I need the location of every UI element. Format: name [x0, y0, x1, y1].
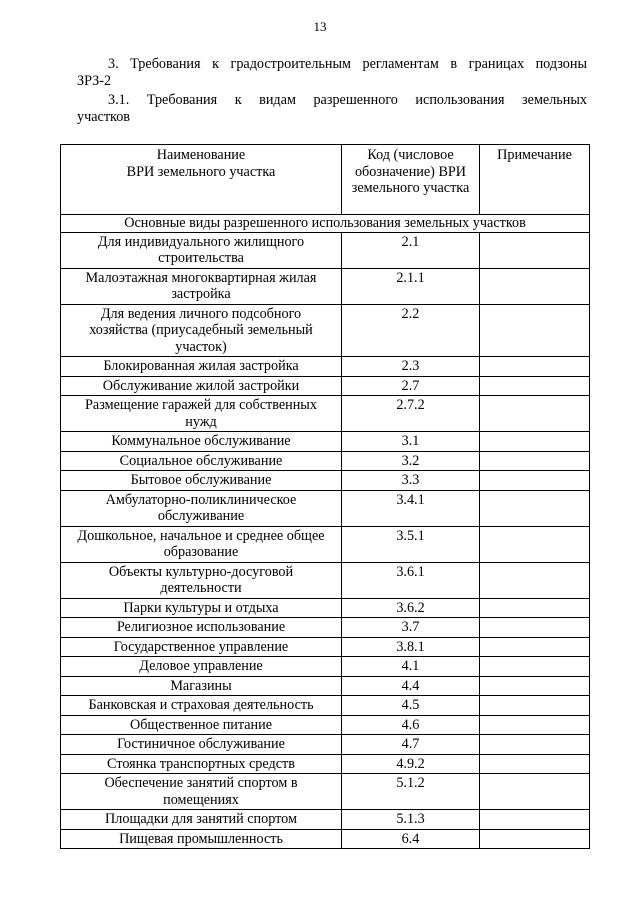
cell-code: 3.3: [342, 471, 480, 491]
cell-code: 3.6.2: [342, 598, 480, 618]
table-row: [61, 232, 590, 268]
cell-code: 2.1.1: [342, 268, 480, 304]
cell-name: [61, 304, 342, 357]
cell-name-line: Пищевая промышленность: [119, 830, 283, 847]
cell-code: 4.9.2: [342, 754, 480, 774]
table-row: [61, 618, 590, 638]
section-3-line-1: 3. Требования к градостроительным регламентам в границах подзоны: [108, 56, 587, 72]
table-row: [61, 754, 590, 774]
table-row: [61, 715, 590, 735]
cell-name: [61, 490, 342, 526]
cell-name-line: строительства: [158, 250, 244, 266]
cell-note: [480, 715, 590, 735]
cell-name: [61, 618, 342, 638]
cell-name: [61, 735, 342, 755]
cell-name-line: хозяйства (приусадебный земельный: [89, 322, 313, 338]
cell-code: 3.6.1: [342, 562, 480, 598]
cell-note: [480, 735, 590, 755]
cell-code: 4.7: [342, 735, 480, 755]
table-section-row: [61, 215, 590, 233]
cell-name-line: нужд: [185, 413, 217, 430]
cell-name: [61, 232, 342, 268]
permitted-use-table: [60, 144, 590, 849]
table-row: [61, 396, 590, 432]
cell-name-line: Парки культуры и отдыха: [123, 599, 279, 616]
cell-name: [61, 774, 342, 810]
table-header-row: [61, 145, 590, 215]
cell-code: 3.5.1: [342, 526, 480, 562]
table-row: [61, 676, 590, 696]
table-row: [61, 471, 590, 491]
cell-note: [480, 598, 590, 618]
cell-name-line: помещениях: [163, 791, 239, 808]
cell-code: 4.4: [342, 676, 480, 696]
cell-name-line: Деловое управление: [139, 658, 263, 674]
cell-name: [61, 676, 342, 696]
cell-name-line: Для ведения личного подсобного: [100, 305, 302, 322]
cell-code: 3.4.1: [342, 490, 480, 526]
table-row: [61, 637, 590, 657]
cell-name-line: Социальное обслуживание: [119, 452, 283, 469]
cell-name-line: образование: [163, 544, 239, 560]
cell-name: [61, 754, 342, 774]
cell-note: [480, 357, 590, 377]
page-number: 13: [313, 19, 327, 34]
table-row: [61, 562, 590, 598]
header-code-line: обозначение) ВРИ: [354, 163, 467, 180]
cell-name-line: обслуживание: [157, 508, 245, 524]
table-row: [61, 526, 590, 562]
cell-note: [480, 451, 590, 471]
cell-note: [480, 376, 590, 396]
cell-code: 3.1: [342, 432, 480, 452]
cell-name: [61, 715, 342, 735]
cell-name-line: участок): [175, 338, 227, 355]
cell-name: [61, 637, 342, 657]
section-3-1-line-1: 3.1. Требования к видам разрешенного использования земельных: [108, 92, 587, 108]
cell-code: 4.6: [342, 715, 480, 735]
cell-note: [480, 268, 590, 304]
cell-note: [480, 657, 590, 677]
header-code-line: Код (числовое: [367, 147, 454, 163]
cell-name-line: Магазины: [170, 677, 232, 694]
cell-name: [61, 696, 342, 716]
section-3-heading: [77, 56, 587, 89]
table-row: [61, 598, 590, 618]
cell-note: [480, 304, 590, 357]
table-row: [61, 268, 590, 304]
cell-name-line: Коммунальное обслуживание: [111, 433, 291, 449]
cell-code: 4.5: [342, 696, 480, 716]
cell-name: [61, 829, 342, 849]
cell-code: 2.7.2: [342, 396, 480, 432]
table-row: [61, 774, 590, 810]
cell-code: 5.1.2: [342, 774, 480, 810]
cell-name-line: Государственное управление: [113, 638, 289, 655]
cell-note: [480, 637, 590, 657]
cell-name: [61, 471, 342, 491]
cell-name-line: Размещение гаражей для собственных: [85, 397, 317, 413]
cell-name: [61, 396, 342, 432]
cell-code: 2.2: [342, 304, 480, 357]
header-name: [61, 145, 342, 215]
cell-name-line: Блокированная жилая застройка: [103, 358, 299, 374]
cell-name-line: Дошкольное, начальное и среднее общее: [77, 527, 325, 544]
cell-name-line: Гостиничное обслуживание: [117, 736, 285, 752]
table-row: [61, 735, 590, 755]
cell-note: [480, 526, 590, 562]
cell-note: [480, 562, 590, 598]
header-name-line: ВРИ земельного участка: [126, 163, 276, 180]
cell-name-line: Для индивидуального жилищного: [97, 233, 305, 250]
cell-name: [61, 451, 342, 471]
section-3-line-2: ЗРЗ-2: [77, 72, 112, 89]
table-row: [61, 829, 590, 849]
cell-name-line: Малоэтажная многоквартирная жилая: [85, 269, 317, 286]
cell-name-line: Обслуживание жилой застройки: [102, 377, 300, 394]
cell-note: [480, 432, 590, 452]
cell-code: 2.1: [342, 232, 480, 268]
cell-note: [480, 696, 590, 716]
table-row: [61, 376, 590, 396]
cell-note: [480, 232, 590, 268]
cell-note: [480, 810, 590, 830]
cell-note: [480, 490, 590, 526]
cell-note: [480, 471, 590, 491]
cell-name: [61, 357, 342, 377]
cell-code: 6.4: [342, 829, 480, 849]
cell-name: [61, 526, 342, 562]
table-row: [61, 696, 590, 716]
cell-code: 3.2: [342, 451, 480, 471]
cell-code: 3.8.1: [342, 637, 480, 657]
cell-code: 3.7: [342, 618, 480, 638]
cell-name: [61, 268, 342, 304]
cell-name-line: Обеспечение занятий спортом в: [104, 775, 298, 791]
cell-note: [480, 829, 590, 849]
cell-name-line: Бытовое обслуживание: [130, 472, 272, 488]
cell-name-line: Банковская и страховая деятельность: [88, 697, 314, 713]
cell-name-line: Религиозное использование: [116, 619, 286, 635]
cell-name-line: Стоянка транспортных средств: [107, 755, 295, 772]
cell-name-line: Объекты культурно-досуговой: [108, 563, 294, 580]
cell-name-line: застройка: [171, 286, 231, 302]
table-row: [61, 810, 590, 830]
cell-name: [61, 810, 342, 830]
cell-name-line: деятельности: [160, 580, 242, 596]
cell-code: 2.7: [342, 376, 480, 396]
cell-name-line: Амбулаторно-поликлиническое: [105, 491, 297, 508]
table-row: [61, 451, 590, 471]
header-code-line: земельного участка: [351, 180, 470, 196]
table-row: [61, 657, 590, 677]
section-3-1-heading: [77, 92, 587, 125]
cell-name: [61, 432, 342, 452]
table-row: [61, 357, 590, 377]
table-row: [61, 304, 590, 357]
cell-note: [480, 754, 590, 774]
cell-note: [480, 774, 590, 810]
cell-name: [61, 657, 342, 677]
cell-code: 4.1: [342, 657, 480, 677]
table-row: [61, 490, 590, 526]
cell-note: [480, 396, 590, 432]
header-note: Примечание: [480, 145, 590, 215]
cell-name: [61, 376, 342, 396]
section-title: Основные виды разрешенного использования земельных участков: [61, 215, 590, 233]
cell-name-line: Площадки для занятий спортом: [105, 811, 297, 827]
cell-note: [480, 618, 590, 638]
header-name-line: Наименование: [156, 147, 246, 163]
cell-note: [480, 676, 590, 696]
section-3-1-line-2: участков: [77, 108, 130, 125]
cell-code: 5.1.3: [342, 810, 480, 830]
cell-name: [61, 562, 342, 598]
table-row: [61, 432, 590, 452]
header-code: [342, 145, 480, 215]
cell-name: [61, 598, 342, 618]
cell-name-line: Общественное питание: [129, 716, 273, 733]
cell-code: 2.3: [342, 357, 480, 377]
